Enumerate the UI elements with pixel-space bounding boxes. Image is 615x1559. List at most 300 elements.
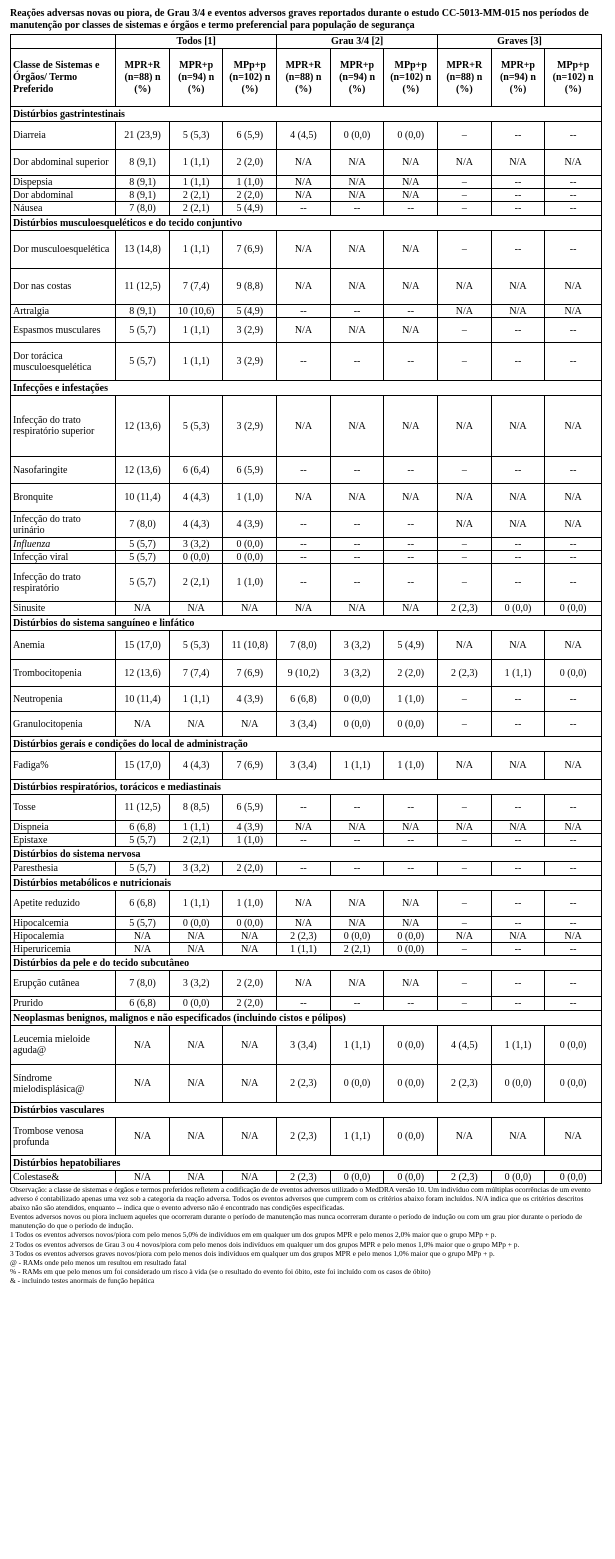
value-cell: -- xyxy=(330,457,384,484)
value-cell: -- xyxy=(330,305,384,318)
value-cell: N/A xyxy=(223,1171,277,1184)
value-cell: N/A xyxy=(545,821,602,834)
header-column: MPR+p (n=94) n (%) xyxy=(330,49,384,107)
header-column: MPp+p (n=102) n (%) xyxy=(223,49,277,107)
value-cell: 1 (1,1) xyxy=(169,343,223,381)
footnotes xyxy=(10,1185,602,1285)
value-cell: N/A xyxy=(277,971,331,997)
value-cell: -- xyxy=(491,318,545,343)
value-cell: 2 (2,1) xyxy=(169,202,223,216)
term-cell: Bronquite xyxy=(11,484,116,512)
table-row xyxy=(11,862,602,876)
term-cell: Infecção do trato respiratório superior xyxy=(11,396,116,457)
value-cell: N/A xyxy=(545,269,602,305)
value-cell: 3 (3,4) xyxy=(277,712,331,737)
term-cell: Dor abdominal superior xyxy=(11,150,116,176)
value-cell: N/A xyxy=(277,189,331,202)
value-cell: 0 (0,0) xyxy=(330,122,384,150)
value-cell: 0 (0,0) xyxy=(491,1065,545,1103)
value-cell: 8 (9,1) xyxy=(116,176,170,189)
term-cell: Tosse xyxy=(11,795,116,821)
value-cell: -- xyxy=(277,834,331,847)
value-cell: 12 (13,6) xyxy=(116,396,170,457)
value-cell: 8 (9,1) xyxy=(116,189,170,202)
value-cell: -- xyxy=(330,862,384,876)
value-cell: N/A xyxy=(330,602,384,616)
value-cell: N/A xyxy=(223,930,277,943)
value-cell: 1 (1,1) xyxy=(169,176,223,189)
value-cell: N/A xyxy=(330,150,384,176)
value-cell: N/A xyxy=(223,1118,277,1156)
value-cell: -- xyxy=(384,538,438,551)
value-cell: 11 (12,5) xyxy=(116,795,170,821)
value-cell: 1 (1,1) xyxy=(169,150,223,176)
section-title: Distúrbios vasculares xyxy=(11,1103,602,1118)
value-cell: 0 (0,0) xyxy=(491,1171,545,1184)
value-cell: 7 (7,4) xyxy=(169,269,223,305)
value-cell: N/A xyxy=(277,231,331,269)
value-cell: -- xyxy=(330,834,384,847)
value-cell: -- xyxy=(384,305,438,318)
table-row xyxy=(11,687,602,712)
table-body xyxy=(11,107,602,1184)
section-title: Distúrbios do sistema sanguíneo e linfático xyxy=(11,616,602,631)
value-cell: 0 (0,0) xyxy=(223,551,277,564)
table-row xyxy=(11,660,602,687)
value-cell: N/A xyxy=(169,1118,223,1156)
footnote: % - RAMs em que pelo menos um foi considerado um risco à vida (se o resultado do evento foi óbito, este foi incluído com os casos de óbito) xyxy=(10,1266,431,1276)
table-row xyxy=(11,1171,602,1184)
value-cell: – xyxy=(438,997,492,1011)
term-cell: Infecção do trato urinário xyxy=(11,512,116,538)
value-cell: N/A xyxy=(277,484,331,512)
value-cell: N/A xyxy=(277,176,331,189)
table-row xyxy=(11,318,602,343)
table-row xyxy=(11,305,602,318)
value-cell: N/A xyxy=(438,269,492,305)
value-cell: N/A xyxy=(438,305,492,318)
value-cell: N/A xyxy=(545,1118,602,1156)
value-cell: N/A xyxy=(277,602,331,616)
value-cell: -- xyxy=(330,538,384,551)
term-cell: Nasofaringite xyxy=(11,457,116,484)
term-cell: Infecção do trato respiratório xyxy=(11,564,116,602)
table-row xyxy=(11,834,602,847)
section-header-row xyxy=(11,216,602,231)
value-cell: 2 (2,3) xyxy=(438,602,492,616)
value-cell: 2 (2,1) xyxy=(169,564,223,602)
term-cell: Sinusite xyxy=(11,602,116,616)
value-cell: 10 (11,4) xyxy=(116,484,170,512)
value-cell: -- xyxy=(545,538,602,551)
term-cell: Apetite reduzido xyxy=(11,891,116,917)
value-cell: 10 (10,6) xyxy=(169,305,223,318)
value-cell: N/A xyxy=(438,821,492,834)
value-cell: N/A xyxy=(384,150,438,176)
section-title: Distúrbios respiratórios, torácicos e mediastinais xyxy=(11,780,602,795)
value-cell: -- xyxy=(330,512,384,538)
value-cell: – xyxy=(438,943,492,956)
value-cell: – xyxy=(438,189,492,202)
value-cell: N/A xyxy=(116,1065,170,1103)
value-cell: -- xyxy=(491,834,545,847)
value-cell: 0 (0,0) xyxy=(545,1171,602,1184)
value-cell: 1 (1,0) xyxy=(384,687,438,712)
value-cell: N/A xyxy=(277,821,331,834)
value-cell: – xyxy=(438,795,492,821)
value-cell: 1 (1,0) xyxy=(223,834,277,847)
value-cell: 5 (5,7) xyxy=(116,318,170,343)
value-cell: N/A xyxy=(277,269,331,305)
value-cell: 5 (5,3) xyxy=(169,122,223,150)
value-cell: -- xyxy=(330,564,384,602)
value-cell: -- xyxy=(491,687,545,712)
table-row xyxy=(11,396,602,457)
value-cell: -- xyxy=(545,943,602,956)
value-cell: N/A xyxy=(491,512,545,538)
value-cell: -- xyxy=(277,564,331,602)
value-cell: -- xyxy=(545,551,602,564)
value-cell: 7 (6,9) xyxy=(223,660,277,687)
header-column: MPR+p (n=94) n (%) xyxy=(169,49,223,107)
value-cell: 5 (5,7) xyxy=(116,917,170,930)
table-row xyxy=(11,795,602,821)
value-cell: N/A xyxy=(169,943,223,956)
value-cell: -- xyxy=(491,997,545,1011)
value-cell: -- xyxy=(277,862,331,876)
section-header-row xyxy=(11,956,602,971)
value-cell: 1 (1,0) xyxy=(223,891,277,917)
value-cell: N/A xyxy=(384,971,438,997)
term-cell: Artralgia xyxy=(11,305,116,318)
value-cell: 13 (14,8) xyxy=(116,231,170,269)
value-cell: N/A xyxy=(384,917,438,930)
footnote: 2 Todos os eventos adversos de Grau 3 ou 4 novos/piora com pelo menos dois indivíduos em qualquer um dos grupos MPR e pelo menos 1,0% maior que o grupo MPp + p. xyxy=(10,1239,520,1249)
value-cell: 5 (5,7) xyxy=(116,343,170,381)
value-cell: 6 (5,9) xyxy=(223,122,277,150)
value-cell: 5 (4,9) xyxy=(223,202,277,216)
value-cell: 1 (1,0) xyxy=(223,176,277,189)
value-cell: 6 (6,8) xyxy=(116,891,170,917)
value-cell: N/A xyxy=(545,631,602,660)
table-row xyxy=(11,1026,602,1065)
value-cell: -- xyxy=(491,971,545,997)
value-cell: 1 (1,1) xyxy=(169,318,223,343)
term-cell: Prurido xyxy=(11,997,116,1011)
value-cell: -- xyxy=(330,343,384,381)
term-cell: Influenza xyxy=(11,538,116,551)
value-cell: N/A xyxy=(491,1118,545,1156)
value-cell: N/A xyxy=(491,305,545,318)
value-cell: -- xyxy=(330,202,384,216)
table-row xyxy=(11,930,602,943)
value-cell: -- xyxy=(277,997,331,1011)
value-cell: 1 (1,0) xyxy=(223,484,277,512)
value-cell: 6 (6,8) xyxy=(277,687,331,712)
value-cell: N/A xyxy=(438,484,492,512)
value-cell: 0 (0,0) xyxy=(330,930,384,943)
value-cell: N/A xyxy=(330,396,384,457)
value-cell: N/A xyxy=(384,176,438,189)
value-cell: -- xyxy=(545,917,602,930)
value-cell: 5 (5,7) xyxy=(116,834,170,847)
value-cell: -- xyxy=(545,712,602,737)
value-cell: 2 (2,3) xyxy=(277,1065,331,1103)
value-cell: -- xyxy=(545,231,602,269)
value-cell: 2 (2,0) xyxy=(223,997,277,1011)
value-cell: N/A xyxy=(545,752,602,780)
table-row xyxy=(11,202,602,216)
section-title: Distúrbios gerais e condições do local de administração xyxy=(11,737,602,752)
value-cell: -- xyxy=(545,971,602,997)
value-cell: 0 (0,0) xyxy=(169,917,223,930)
value-cell: 0 (0,0) xyxy=(384,930,438,943)
value-cell: 0 (0,0) xyxy=(169,997,223,1011)
table-row xyxy=(11,538,602,551)
value-cell: -- xyxy=(277,795,331,821)
value-cell: 6 (6,4) xyxy=(169,457,223,484)
section-title: Distúrbios hepatobiliares xyxy=(11,1156,602,1171)
value-cell: 1 (1,1) xyxy=(330,1026,384,1065)
value-cell: 0 (0,0) xyxy=(545,1026,602,1065)
table-row xyxy=(11,602,602,616)
value-cell: -- xyxy=(545,795,602,821)
value-cell: 1 (1,1) xyxy=(491,1026,545,1065)
value-cell: N/A xyxy=(169,1026,223,1065)
value-cell: N/A xyxy=(116,712,170,737)
footnote: & - incluindo testes anormais de função hepática xyxy=(10,1275,155,1285)
value-cell: -- xyxy=(545,202,602,216)
value-cell: 0 (0,0) xyxy=(384,712,438,737)
value-cell: -- xyxy=(545,834,602,847)
table-row xyxy=(11,821,602,834)
value-cell: 3 (3,2) xyxy=(330,631,384,660)
value-cell: -- xyxy=(545,891,602,917)
value-cell: -- xyxy=(384,457,438,484)
header-group-grau: Grau 3/4 [2] xyxy=(277,35,438,49)
value-cell: -- xyxy=(491,189,545,202)
value-cell: -- xyxy=(277,551,331,564)
value-cell: -- xyxy=(384,862,438,876)
value-cell: N/A xyxy=(330,176,384,189)
table-row xyxy=(11,551,602,564)
value-cell: N/A xyxy=(491,396,545,457)
value-cell: -- xyxy=(330,997,384,1011)
header-column: MPp+p (n=102) n (%) xyxy=(384,49,438,107)
value-cell: -- xyxy=(491,457,545,484)
section-header-row xyxy=(11,1156,602,1171)
table-row xyxy=(11,189,602,202)
value-cell: 7 (6,9) xyxy=(223,231,277,269)
value-cell: 5 (4,9) xyxy=(384,631,438,660)
value-cell: 7 (8,0) xyxy=(116,202,170,216)
value-cell: 2 (2,0) xyxy=(223,971,277,997)
value-cell: -- xyxy=(384,997,438,1011)
value-cell: 0 (0,0) xyxy=(384,1118,438,1156)
value-cell: -- xyxy=(384,202,438,216)
table-header xyxy=(11,35,602,107)
header-group-graves: Graves [3] xyxy=(438,35,602,49)
value-cell: – xyxy=(438,564,492,602)
term-cell: Dor abdominal xyxy=(11,189,116,202)
value-cell: N/A xyxy=(223,1065,277,1103)
value-cell: -- xyxy=(330,551,384,564)
value-cell: N/A xyxy=(116,602,170,616)
table-row xyxy=(11,122,602,150)
value-cell: -- xyxy=(491,538,545,551)
value-cell: 4 (4,3) xyxy=(169,512,223,538)
value-cell: N/A xyxy=(491,631,545,660)
value-cell: -- xyxy=(545,997,602,1011)
value-cell: 5 (5,3) xyxy=(169,396,223,457)
table-row xyxy=(11,176,602,189)
adverse-events-table xyxy=(10,34,602,1184)
value-cell: -- xyxy=(545,318,602,343)
header-group-todos: Todos [1] xyxy=(116,35,277,49)
value-cell: N/A xyxy=(384,891,438,917)
value-cell: 4 (4,5) xyxy=(438,1026,492,1065)
section-title: Distúrbios do sistema nervosa xyxy=(11,847,602,862)
value-cell: N/A xyxy=(545,930,602,943)
term-cell: Hipocalcemia xyxy=(11,917,116,930)
value-cell: -- xyxy=(384,834,438,847)
value-cell: -- xyxy=(384,795,438,821)
value-cell: 3 (2,9) xyxy=(223,318,277,343)
term-cell: Dor torácica musculoesquelética xyxy=(11,343,116,381)
header-class-label: Classe de Sistemas e Órgãos/ Termo Preferido xyxy=(11,49,116,107)
value-cell: N/A xyxy=(169,1171,223,1184)
table-caption: Reações adversas novas ou piora, de Grau 3/4 e eventos adversos graves reportados durante o estudo CC-5013-MM-015 nos períodos de manutenção por classes de sistemas e órgãos e termo preferencial para população de segurança xyxy=(10,8,589,31)
value-cell: -- xyxy=(491,891,545,917)
value-cell: N/A xyxy=(384,189,438,202)
value-cell: N/A xyxy=(277,396,331,457)
section-header-row xyxy=(11,737,602,752)
value-cell: 6 (5,9) xyxy=(223,795,277,821)
term-cell: Hipocalemia xyxy=(11,930,116,943)
table-row xyxy=(11,1065,602,1103)
footnote: Observação: a classe de sistemas e órgãos e termos preferidos refletem a codificação de de eventos adversos utilizado o MedDRA versão 10. Um indivíduo com múltiplas ocorrências de um evento adverso é contabilizado apenas uma vez sob a categoria da reação adversa. Todos os eventos adversos que cumprem com os critérios abaixo foram incluídos. N/A indica que os critérios descritos abaixo não são atendidos, enquanto -- indica que o evento adverso não é encontrado nas condições especificadas. xyxy=(10,1185,591,1213)
value-cell: 6 (6,8) xyxy=(116,997,170,1011)
value-cell: 5 (5,7) xyxy=(116,538,170,551)
value-cell: N/A xyxy=(384,602,438,616)
header-column: MPR+R (n=88) n (%) xyxy=(277,49,331,107)
value-cell: 1 (1,1) xyxy=(491,660,545,687)
value-cell: 2 (2,3) xyxy=(277,930,331,943)
value-cell: 1 (1,0) xyxy=(384,752,438,780)
value-cell: 0 (0,0) xyxy=(330,687,384,712)
value-cell: -- xyxy=(277,202,331,216)
value-cell: -- xyxy=(545,176,602,189)
value-cell: 3 (3,2) xyxy=(169,538,223,551)
value-cell: N/A xyxy=(438,930,492,943)
term-cell: Diarreia xyxy=(11,122,116,150)
value-cell: 3 (2,9) xyxy=(223,396,277,457)
value-cell: 5 (5,7) xyxy=(116,564,170,602)
term-cell: Dor nas costas xyxy=(11,269,116,305)
value-cell: 15 (17,0) xyxy=(116,752,170,780)
value-cell: N/A xyxy=(384,484,438,512)
value-cell: N/A xyxy=(223,712,277,737)
value-cell: 7 (8,0) xyxy=(277,631,331,660)
section-header-row xyxy=(11,107,602,122)
footnote: @ - RAMs onde pelo menos um resultou em resultado fatal xyxy=(10,1257,187,1267)
value-cell: 7 (7,4) xyxy=(169,660,223,687)
value-cell: N/A xyxy=(116,1026,170,1065)
value-cell: 2 (2,0) xyxy=(223,862,277,876)
value-cell: 0 (0,0) xyxy=(330,712,384,737)
header-blank xyxy=(11,35,116,49)
value-cell: -- xyxy=(330,795,384,821)
value-cell: -- xyxy=(491,795,545,821)
table-row xyxy=(11,512,602,538)
value-cell: 5 (5,7) xyxy=(116,551,170,564)
value-cell: 3 (3,4) xyxy=(277,1026,331,1065)
value-cell: N/A xyxy=(277,917,331,930)
value-cell: 0 (0,0) xyxy=(384,1026,438,1065)
value-cell: 2 (2,0) xyxy=(384,660,438,687)
value-cell: – xyxy=(438,862,492,876)
value-cell: 2 (2,0) xyxy=(223,150,277,176)
value-cell: – xyxy=(438,318,492,343)
value-cell: N/A xyxy=(384,821,438,834)
value-cell: 1 (1,1) xyxy=(169,231,223,269)
value-cell: N/A xyxy=(330,917,384,930)
value-cell: N/A xyxy=(384,396,438,457)
section-header-row xyxy=(11,847,602,862)
value-cell: -- xyxy=(277,457,331,484)
value-cell: N/A xyxy=(330,891,384,917)
value-cell: N/A xyxy=(491,930,545,943)
value-cell: -- xyxy=(491,202,545,216)
value-cell: 9 (10,2) xyxy=(277,660,331,687)
document xyxy=(10,8,602,1285)
value-cell: 7 (8,0) xyxy=(116,971,170,997)
value-cell: N/A xyxy=(438,1118,492,1156)
value-cell: 2 (2,1) xyxy=(330,943,384,956)
section-header-row xyxy=(11,381,602,396)
value-cell: – xyxy=(438,343,492,381)
value-cell: -- xyxy=(491,231,545,269)
value-cell: N/A xyxy=(116,943,170,956)
value-cell: – xyxy=(438,122,492,150)
value-cell: 0 (0,0) xyxy=(384,1065,438,1103)
value-cell: N/A xyxy=(223,1026,277,1065)
table-row xyxy=(11,269,602,305)
value-cell: -- xyxy=(384,564,438,602)
value-cell: -- xyxy=(384,512,438,538)
value-cell: 0 (0,0) xyxy=(384,1171,438,1184)
term-cell: Fadiga% xyxy=(11,752,116,780)
header-column: MPR+p (n=94) n (%) xyxy=(491,49,545,107)
value-cell: N/A xyxy=(438,631,492,660)
term-cell: Hiperuricemia xyxy=(11,943,116,956)
value-cell: -- xyxy=(491,122,545,150)
value-cell: 12 (13,6) xyxy=(116,457,170,484)
term-cell: Espasmos musculares xyxy=(11,318,116,343)
value-cell: N/A xyxy=(438,752,492,780)
value-cell: – xyxy=(438,834,492,847)
value-cell: 0 (0,0) xyxy=(545,602,602,616)
value-cell: N/A xyxy=(277,318,331,343)
value-cell: 21 (23,9) xyxy=(116,122,170,150)
section-title: Distúrbios gastrintestinais xyxy=(11,107,602,122)
value-cell: 2 (2,3) xyxy=(438,1171,492,1184)
value-cell: 6 (5,9) xyxy=(223,457,277,484)
value-cell: 2 (2,3) xyxy=(277,1171,331,1184)
term-cell: Leucemia mieloide aguda@ xyxy=(11,1026,116,1065)
value-cell: 1 (1,0) xyxy=(223,564,277,602)
value-cell: N/A xyxy=(330,318,384,343)
